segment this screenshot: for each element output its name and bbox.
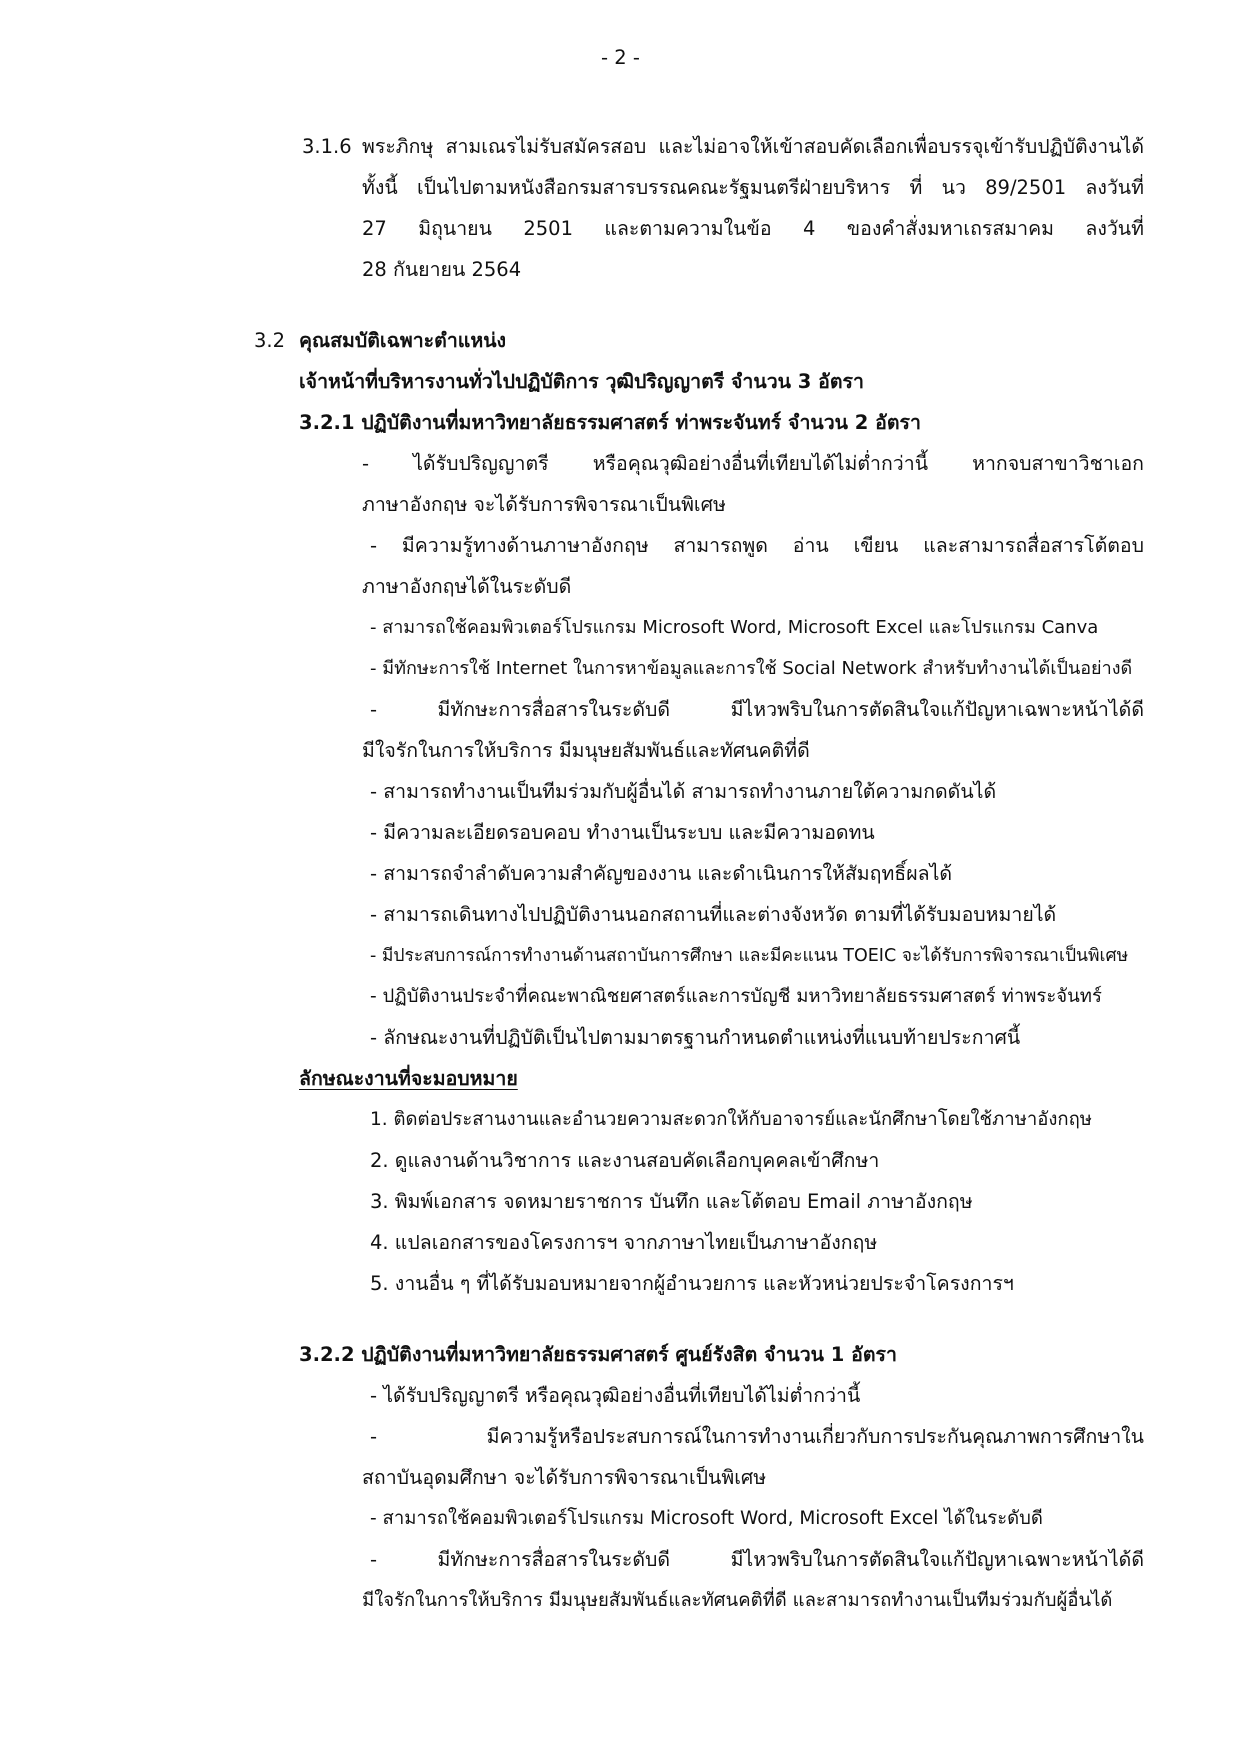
qualification-line: - มีความรู้หรือประสบการณ์ในการทำงานเกี่ยวกับการประกันคุณภาพการศึกษาใน — [370, 1425, 1144, 1448]
qualification-line: ภาษาอังกฤษ จะได้รับการพิจารณาเป็นพิเศษ — [362, 493, 726, 516]
item-316-line: ทั้งนี้ เป็นไปตามหนังสือกรมสารบรรณคณะรัฐมนตรีฝ่ายบริหาร ที่ นว 89/2501 ลงวันที่ — [362, 176, 1144, 199]
duty-item: 2. ดูแลงานด้านวิชาการ และงานสอบคัดเลือกบุคคลเข้าศึกษา — [370, 1149, 880, 1172]
qualification-line: - มีทักษะการสื่อสารในระดับดี มีไหวพริบในการตัดสินใจแก้ปัญหาเฉพาะหน้าได้ดี — [370, 1548, 1144, 1571]
qualification-line: - ได้รับปริญญาตรี หรือคุณวุฒิอย่างอื่นที่เทียบได้ไม่ต่ำกว่านี้ — [370, 1384, 861, 1407]
qualification-line: - มีความละเอียดรอบคอบ ทำงานเป็นระบบ และมีความอดทน — [370, 821, 875, 844]
item-316-line: 27 มิถุนายน 2501 และตามความในข้อ 4 ของคำสั่งมหาเถรสมาคม ลงวันที่ — [362, 217, 1144, 240]
qualification-line: - ปฏิบัติงานประจำที่คณะพาณิชยศาสตร์และการบัญชี มหาวิทยาลัยธรรมศาสตร์ ท่าพระจันทร์ — [370, 986, 1102, 1007]
qualification-line: - สามารถใช้คอมพิวเตอร์โปรแกรม Microsoft Word, Microsoft Excel ได้ในระดับดี — [370, 1508, 1043, 1529]
duties-heading: ลักษณะงานที่จะมอบหมาย — [299, 1067, 518, 1090]
qualification-line: - มีทักษะการสื่อสารในระดับดี มีไหวพริบในการตัดสินใจแก้ปัญหาเฉพาะหน้าได้ดี — [370, 698, 1144, 721]
duty-item: 1. ติดต่อประสานงานและอำนวยความสะดวกให้กับอาจารย์และนักศึกษาโดยใช้ภาษาอังกฤษ — [370, 1109, 1092, 1130]
item-316-line: พระภิกษุ สามเณรไม่รับสมัครสอบ และไม่อาจให้เข้าสอบคัดเลือกเพื่อบรรจุเข้ารับปฏิบัติงานได้ — [362, 135, 1144, 158]
qualification-line: - สามารถเดินทางไปปฏิบัติงานนอกสถานที่และต่างจังหวัด ตามที่ได้รับมอบหมายได้ — [370, 903, 1057, 926]
item-number: 3.1.6 — [302, 135, 352, 158]
subsection-heading: 3.2.1 ปฏิบัติงานที่มหาวิทยาลัยธรรมศาสตร์ ท่าพระจันทร์ จำนวน 2 อัตรา — [299, 411, 921, 434]
qualification-line: สถาบันอุดมศึกษา จะได้รับการพิจารณาเป็นพิเศษ — [362, 1466, 767, 1489]
item-316-line: 28 กันยายน 2564 — [362, 258, 522, 281]
qualification-line: - มีทักษะการใช้ Internet ในการหาข้อมูลและการใช้ Social Network สำหรับทำงานได้เป็นอย่างดี — [370, 658, 1133, 679]
qualification-line: มีใจรักในการให้บริการ มีมนุษยสัมพันธ์และทัศนคติที่ดี และสามารถทำงานเป็นทีมร่วมกับผู้อื่นได้ — [362, 1590, 1113, 1611]
qualification-line: - มีความรู้ทางด้านภาษาอังกฤษ สามารถพูด อ่าน เขียน และสามารถสื่อสารโต้ตอบ — [370, 534, 1144, 557]
page-number: - 2 - — [601, 46, 640, 69]
qualification-line: - มีประสบการณ์การทำงานด้านสถาบันการศึกษา และมีคะแนน TOEIC จะได้รับการพิจารณาเป็นพิเศษ — [370, 946, 1129, 966]
duty-item: 4. แปลเอกสารของโครงการฯ จากภาษาไทยเป็นภาษาอังกฤษ — [370, 1231, 878, 1254]
subsection-heading: 3.2.2 ปฏิบัติงานที่มหาวิทยาลัยธรรมศาสตร์ ศูนย์รังสิต จำนวน 1 อัตรา — [299, 1343, 897, 1366]
qualification-line: - สามารถทำงานเป็นทีมร่วมกับผู้อื่นได้ สามารถทำงานภายใต้ความกดดันได้ — [370, 780, 997, 803]
qualification-line: ภาษาอังกฤษได้ในระดับดี — [362, 575, 572, 598]
qualification-line: - สามารถจำลำดับความสำคัญของงาน และดำเนินการให้สัมฤทธิ์ผลได้ — [370, 862, 953, 885]
section-number: 3.2 — [254, 329, 286, 352]
duty-item: 5. งานอื่น ๆ ที่ได้รับมอบหมายจากผู้อำนวยการ และหัวหน่วยประจำโครงการฯ — [370, 1272, 1014, 1295]
qualification-line: - ลักษณะงานที่ปฏิบัติเป็นไปตามมาตรฐานกำหนดตำแหน่งที่แนบท้ายประกาศนี้ — [370, 1026, 1021, 1049]
qualification-line: - สามารถใช้คอมพิวเตอร์โปรแกรม Microsoft Word, Microsoft Excel และโปรแกรม Canva — [370, 617, 1099, 638]
qualification-line: - ได้รับปริญญาตรี หรือคุณวุฒิอย่างอื่นที่เทียบได้ไม่ต่ำกว่านี้ หากจบสาขาวิชาเอก — [362, 452, 1144, 475]
qualification-line: มีใจรักในการให้บริการ มีมนุษยสัมพันธ์และทัศนคติที่ดี — [362, 739, 810, 762]
position-title: เจ้าหน้าที่บริหารงานทั่วไปปฏิบัติการ วุฒิปริญญาตรี จำนวน 3 อัตรา — [299, 370, 864, 393]
duty-item: 3. พิมพ์เอกสาร จดหมายราชการ บันทึก และโต้ตอบ Email ภาษาอังกฤษ — [370, 1190, 973, 1213]
section-title: คุณสมบัติเฉพาะตำแหน่ง — [299, 329, 507, 352]
